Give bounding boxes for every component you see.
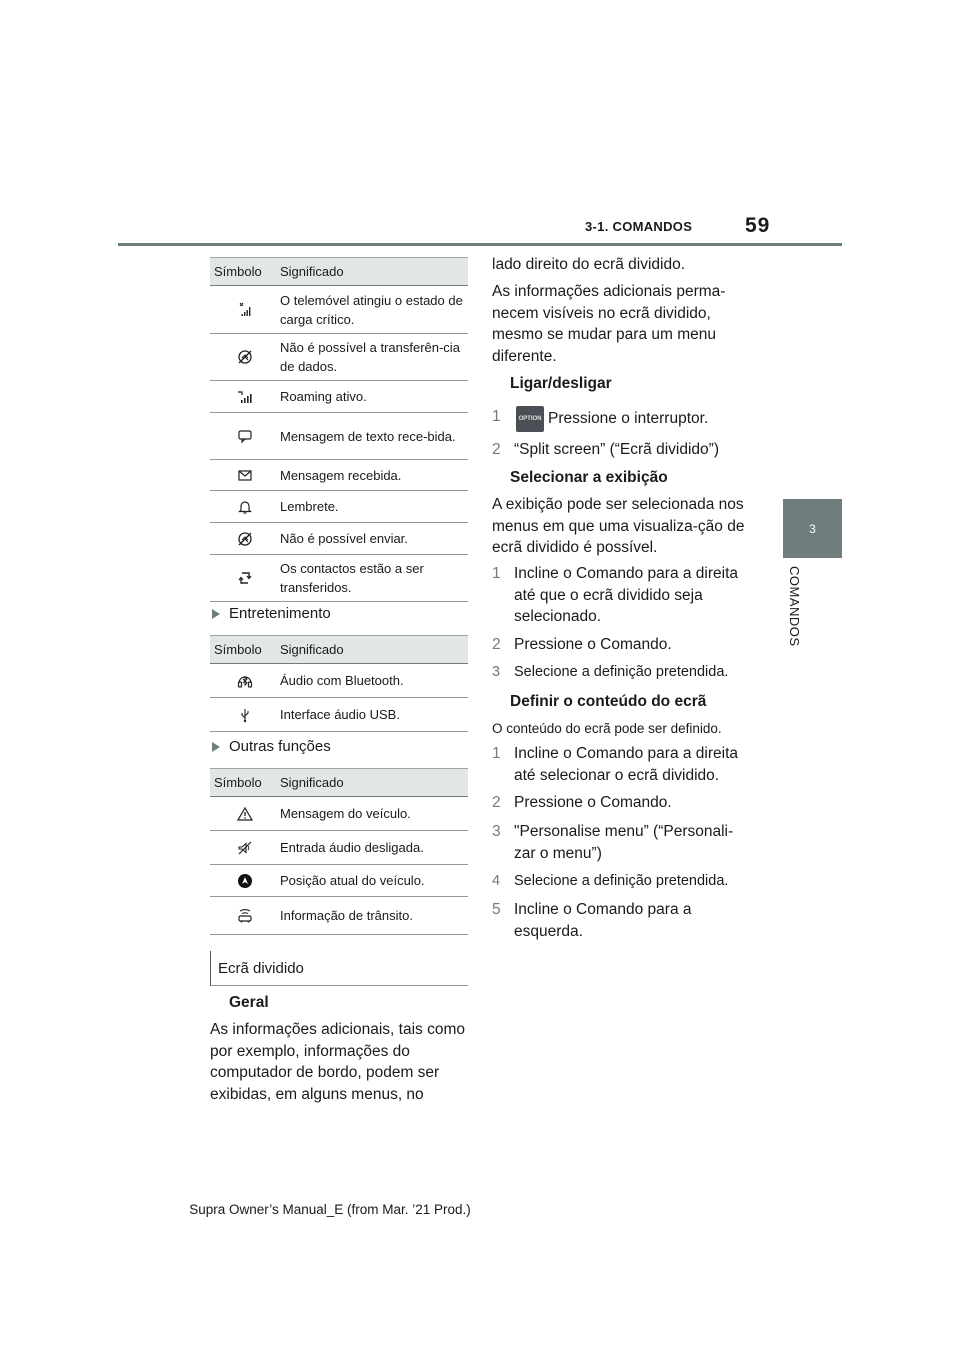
step-item [492,743,752,786]
step-text: Pressione o Comando. [514,636,672,653]
meaning-column-header: Significado [280,642,344,657]
table-row [210,664,468,698]
table-row [210,381,468,413]
table-row [210,897,468,935]
step-number: 2 [492,441,501,458]
table-row [210,698,468,732]
step-item [492,871,752,893]
step-text: "Personalise menu” (“Personali-zar o menu”) [514,823,734,862]
section-header: 3-1. COMANDOS [585,219,693,234]
persist-paragraph: As informações adicionais perma-necem visíveis no ecrã dividido, mesmo se mudar para um menu diferente. [492,283,726,365]
step-number: 1 [492,745,501,762]
entertainment-heading-text: Entretenimento [229,605,331,622]
footer [0,1202,960,1217]
table-row [210,286,468,334]
define-paragraph: O conteúdo do ecrã pode ser definido. [492,721,722,736]
step-number: 1 [492,408,501,425]
table-cell: Os contactos estão a ser transferidos. [280,561,424,595]
table-row [210,413,468,460]
roaming-icon [237,389,253,405]
step-item [492,899,752,942]
step-item [492,563,752,628]
table-row [210,334,468,381]
other-functions-heading-text: Outras funções [229,738,331,755]
table-row [210,865,468,897]
define-heading: Definir o conteúdo do ecrã [510,693,707,710]
meaning-column-header: Significado [280,264,344,279]
step-number: 3 [492,664,501,680]
step-number: 2 [492,794,501,811]
continued-paragraph: lado direito do ecrã dividido. [492,256,686,273]
step-item [492,634,752,656]
step-text: Incline o Comando para a direita até selecionar o ecrã dividido. [514,745,739,784]
step-number: 5 [492,901,501,918]
symbol-column-header: Símbolo [214,775,262,790]
step-text: Pressione o interruptor. [548,410,709,428]
phone-symbols-table [210,257,468,602]
warning-icon [237,806,253,822]
table-header [210,257,468,286]
mail-icon [237,467,253,483]
step-number: 1 [492,565,501,582]
table-cell: Não é possível a transferên-cia de dados. [280,340,460,374]
position-icon [237,873,253,889]
general-heading: Geral [229,994,269,1011]
header-divider [118,243,842,246]
general-paragraph: As informações adicionais, tais como por exemplo, informações do computador de bordo, podem ser exibidas, em alguns menus, no [210,1021,466,1103]
table-cell: O telemóvel atingiu o estado de carga crítico. [280,292,463,327]
table-row [210,797,468,831]
table-cell: Não é possível enviar. [280,531,408,546]
table-cell: Lembrete. [280,499,339,514]
entertainment-heading [212,605,331,622]
step-item [492,439,752,461]
table-row [210,491,468,523]
page-number: 59 [745,214,771,237]
table-row [210,460,468,491]
step-text: “Split screen” (“Ecrã dividido”) [514,441,719,458]
footer-text: Supra Owner’s Manual_E (from Mar. ’21 Prod.) [189,1202,471,1217]
contacts-transfer-icon [237,570,253,586]
table-cell: Mensagem de texto rece-bida. [280,428,456,444]
step-item [492,821,752,864]
step-number: 4 [492,873,501,889]
on-off-heading: Ligar/desligar [510,375,612,392]
table-header [210,635,468,664]
meaning-column-header: Significado [280,775,344,790]
table-cell: Mensagem recebida. [280,467,402,483]
table-cell: Entrada áudio desligada. [280,840,424,855]
table-row [210,523,468,555]
step-text: Selecione a definição pretendida. [514,873,729,889]
chapter-tab [783,499,842,558]
table-row [210,555,468,602]
table-cell: Mensagem do veículo. [280,806,411,821]
bluetooth-audio-icon [237,673,253,689]
step-item [492,792,752,814]
traffic-icon [237,908,253,924]
symbol-column-header: Símbolo [214,642,262,657]
table-cell: Interface áudio USB. [280,707,400,722]
step-text: Incline o Comando para a esquerda. [514,901,692,940]
other-symbols-table [210,768,468,935]
step-text: Incline o Comando para a direita até que o ecrã dividido seja selecionado. [514,565,739,625]
text-message-icon [237,428,253,444]
select-paragraph: A exibição pode ser selecionada nos menus em que uma visualiza-ção de ecrã dividido é possível. [492,496,745,556]
table-cell: Posição atual do veículo. [280,873,425,888]
step-text: Pressione o Comando. [514,794,672,811]
section-title-box [210,951,468,986]
step-item [492,406,752,432]
chapter-label [782,566,806,666]
audio-off-icon [237,840,253,856]
section-title: Ecrã dividido [218,960,304,977]
step-item [492,662,752,684]
step-number: 3 [492,823,501,840]
symbol-column-header: Símbolo [214,264,262,279]
table-cell: Roaming ativo. [280,389,367,404]
entertainment-symbols-table [210,635,468,732]
chapter-label-text: COMANDOS [787,566,802,647]
table-cell: Áudio com Bluetooth. [280,673,404,688]
no-data-icon [237,349,253,365]
bell-icon [237,499,253,515]
usb-icon [237,707,253,723]
table-row [210,831,468,865]
chapter-number: 3 [809,521,816,536]
send-blocked-icon [237,531,253,547]
step-number: 2 [492,636,501,653]
step-text: Selecione a definição pretendida. [514,664,729,680]
select-heading: Selecionar a exibição [510,469,668,486]
battery-critical-icon [237,302,253,318]
table-header [210,768,468,797]
table-cell: Informação de trânsito. [280,908,413,923]
other-functions-heading [212,738,331,755]
option-button-icon: OPTION [516,406,544,432]
